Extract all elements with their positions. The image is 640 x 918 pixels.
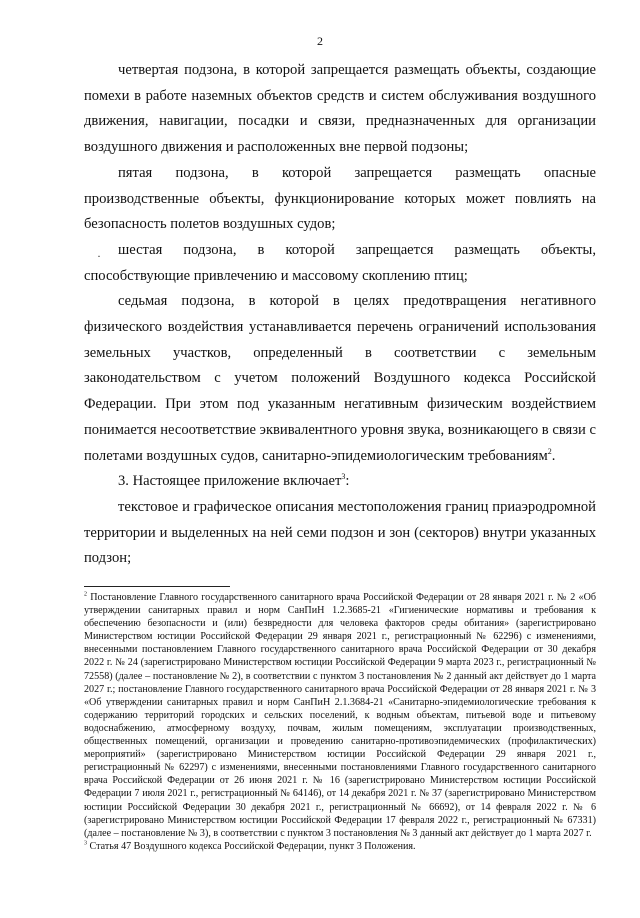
footnote-text-3: Статья 47 Воздушного кодекса Российской Федерации, пункт 3 Положения. — [89, 840, 416, 852]
footnote-mark-3: 3 — [84, 840, 87, 847]
paragraph-seventh-text: седьмая подзона, в которой в целях предотвращения негативного физического воздействия устанавливается перечень ограничений использования земельных участков, определенный в соответствии с земельным законодательством с учетом положений Воздушного кодекса Российской Федерации. При этом под указанным негативным физическим воздействием понимается несоответствие эквивалентного уровня звука, возникающего в связи с полетами воздушных судов, санитарно-эпидемиологическим требованиям — [84, 293, 596, 464]
page-number: 2 — [317, 34, 323, 48]
paragraph-fifth-subzone: пятая подзона, в которой запрещается размещать опасные производственные объекты, функционирование которых может повлиять на безопасность полетов воздушных судов; — [84, 164, 596, 233]
paragraph-attachment-includes — [84, 469, 596, 495]
footnote-mark-2: 2 — [84, 591, 87, 598]
paragraph-attachment-text: 3. Настоящее приложение включает — [118, 473, 342, 490]
footnote-separator — [84, 586, 230, 587]
paragraph-seventh-tail: . — [551, 447, 556, 464]
margin-dot: · — [97, 249, 101, 263]
main-text — [84, 58, 596, 572]
paragraph-fourth-subzone: четвертая подзона, в которой запрещается размещать объекты, создающие помехи в работе наземных объектов средств и систем обслуживания воздушного движения, навигации, посадки и связи, предназначенных для организации воздушного движения и расположенных вне первой подзоны; — [84, 62, 596, 156]
footnote-2 — [84, 591, 596, 840]
footnote-3 — [84, 840, 596, 853]
footnote-ref-3[interactable]: 3 — [341, 472, 346, 482]
paragraph-seventh-subzone — [84, 289, 596, 469]
paragraph-attachment-tail: : — [345, 473, 350, 490]
footnote-ref-2[interactable]: 2 — [547, 446, 552, 456]
footnote-text-2: Постановление Главного государственного санитарного врача Российской Федерации от 28 января 2021 г. № 2 «Об утверждении санитарных правил и норм СанПиН 1.2.3685-21 «Гигиенические нормативы и требования к обеспечению безопасности и (или) безвредности для человека факторов среды обитания» (зарегистрировано Министерством юстиции Российской Федерации 29 января 2021 г., регистрационный № 62296) с изменениями, внесенными постановлением Главного государственного санитарного врача Российской Федерации от 30 декабря 2022 г. № 24 (зарегистрировано Министерством юстиции Российской Федерации 9 марта 2023 г., регистрационный № 72558) (далее – постановление № 2), в соответствии с пунктом 3 постановления № 2 данный акт действует до 1 марта 2027 г.; постановление Главного государственного санитарного врача Российской Федерации от 28 января 2021 г. № 3 «Об утверждении санитарных правил и норм СанПиН 2.1.3684-21 «Санитарно-эпидемиологические требования к содержанию территорий городских и сельских поселений, к водным объектам, питьевой воде и питьевому водоснабжению, атмосферному воздуху, почвам, жилым помещениям, эксплуатации производственных, общественных помещений, организации и проведению санитарно-противоэпидемических (профилактических) мероприятий» (зарегистрировано Министерством юстиции Российской Федерации 29 января 2021 г., регистрационный № 62297) с изменениями, внесенными постановлениями Главного государственного санитарного врача Российской Федерации от 26 июня 2021 г. № 16 (зарегистрировано Министерством юстиции Российской Федерации 7 июля 2021 г., регистрационный № 64146), от 14 декабря 2021 г. № 37 (зарегистрировано Министерством юстиции Российской Федерации 30 декабря 2021 г., регистрационный № 66692), от 14 февраля 2022 г. № 6 (зарегистрировано Министерством юстиции Российской Федерации 17 февраля 2022 г., регистрационный № 67331) (далее – постановление № 3), в соответствии с пунктом 3 постановления № 3 данный акт действует до 1 марта 2027 г. — [84, 592, 597, 839]
footnotes — [84, 591, 596, 853]
paragraph-sixth-subzone: шестая подзона, в которой запрещается размещать объекты, способствующие привлечению и массовому скоплению птиц; — [84, 241, 596, 284]
paragraph-descriptions: текстовое и графическое описания местоположения границ приаэродромной территории и выделенных на ней семи подзон и зон (секторов) внутри указанных подзон; — [84, 498, 596, 567]
